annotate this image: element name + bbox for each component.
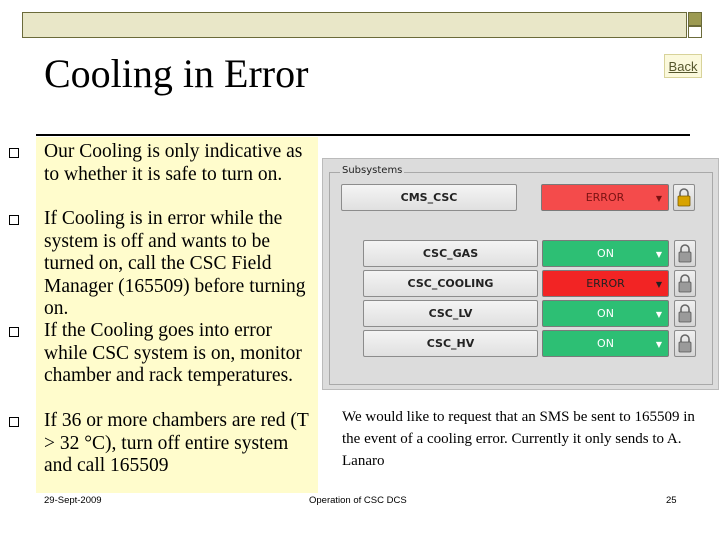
status-label: ON xyxy=(597,337,614,350)
footer-date: 29-Sept-2009 xyxy=(44,495,102,506)
bullet-text-2: If Cooling is in error while the system is off and wants to be turned on, call the CSC Field Manager (165509) before turning on. xyxy=(44,208,306,320)
square-bullet-icon xyxy=(9,417,19,427)
subsystem-status-dropdown[interactable] xyxy=(541,184,669,211)
header-corner-square-lower xyxy=(688,26,702,38)
subsystem-status-dropdown[interactable] xyxy=(542,330,669,357)
subsystem-name-button[interactable]: CSC_GAS xyxy=(363,240,538,267)
dropdown-arrow-icon: ▼ xyxy=(655,280,662,289)
subsystem-status-dropdown[interactable] xyxy=(542,240,669,267)
subsystems-panel xyxy=(322,158,719,390)
subsystem-name-button[interactable]: CMS_CSC xyxy=(341,184,517,211)
lock-icon[interactable] xyxy=(674,300,696,327)
subsystem-name-button[interactable]: CSC_COOLING xyxy=(363,270,538,297)
lock-icon[interactable] xyxy=(673,184,695,211)
header-bar xyxy=(22,12,687,38)
square-bullet-icon xyxy=(9,215,19,225)
title-divider xyxy=(36,134,690,136)
footer-page-number: 25 xyxy=(666,495,677,506)
bullet-text-4: If 36 or more chambers are red (T > 32 °C), turn off entire system and call 165509 xyxy=(44,410,309,477)
back-link[interactable]: Back xyxy=(664,54,702,78)
square-bullet-icon xyxy=(9,327,19,337)
subsystem-name-button[interactable]: CSC_LV xyxy=(363,300,538,327)
status-label: ON xyxy=(597,307,614,320)
status-label: ON xyxy=(597,247,614,260)
dropdown-arrow-icon: ▼ xyxy=(655,310,662,319)
lock-icon[interactable] xyxy=(674,330,696,357)
sms-request-text: We would like to request that an SMS be sent to 165509 in the event of a cooling error. Currently it only sends to A. Lanaro xyxy=(342,409,695,469)
header-corner-square xyxy=(688,12,702,26)
subsystem-status-dropdown[interactable] xyxy=(542,270,669,297)
status-label: ERROR xyxy=(585,191,625,204)
lock-icon[interactable] xyxy=(674,270,696,297)
footer-title: Operation of CSC DCS xyxy=(309,495,407,506)
square-bullet-icon xyxy=(9,148,19,158)
status-label: ERROR xyxy=(586,277,625,290)
subsystems-panel-title: Subsystems xyxy=(342,165,403,176)
slide-title: Cooling in Error xyxy=(44,51,309,96)
dropdown-arrow-icon: ▼ xyxy=(655,340,662,349)
dropdown-arrow-icon: ▼ xyxy=(655,250,662,259)
dropdown-arrow-icon: ▼ xyxy=(655,194,662,203)
bullet-text-3: If the Cooling goes into error while CSC system is on, monitor chamber and rack temperatures. xyxy=(44,320,302,387)
bullet-text-1: Our Cooling is only indicative as to whether it is safe to turn on. xyxy=(44,141,303,185)
subsystem-name-button[interactable]: CSC_HV xyxy=(363,330,538,357)
lock-icon[interactable] xyxy=(674,240,696,267)
subsystem-status-dropdown[interactable] xyxy=(542,300,669,327)
